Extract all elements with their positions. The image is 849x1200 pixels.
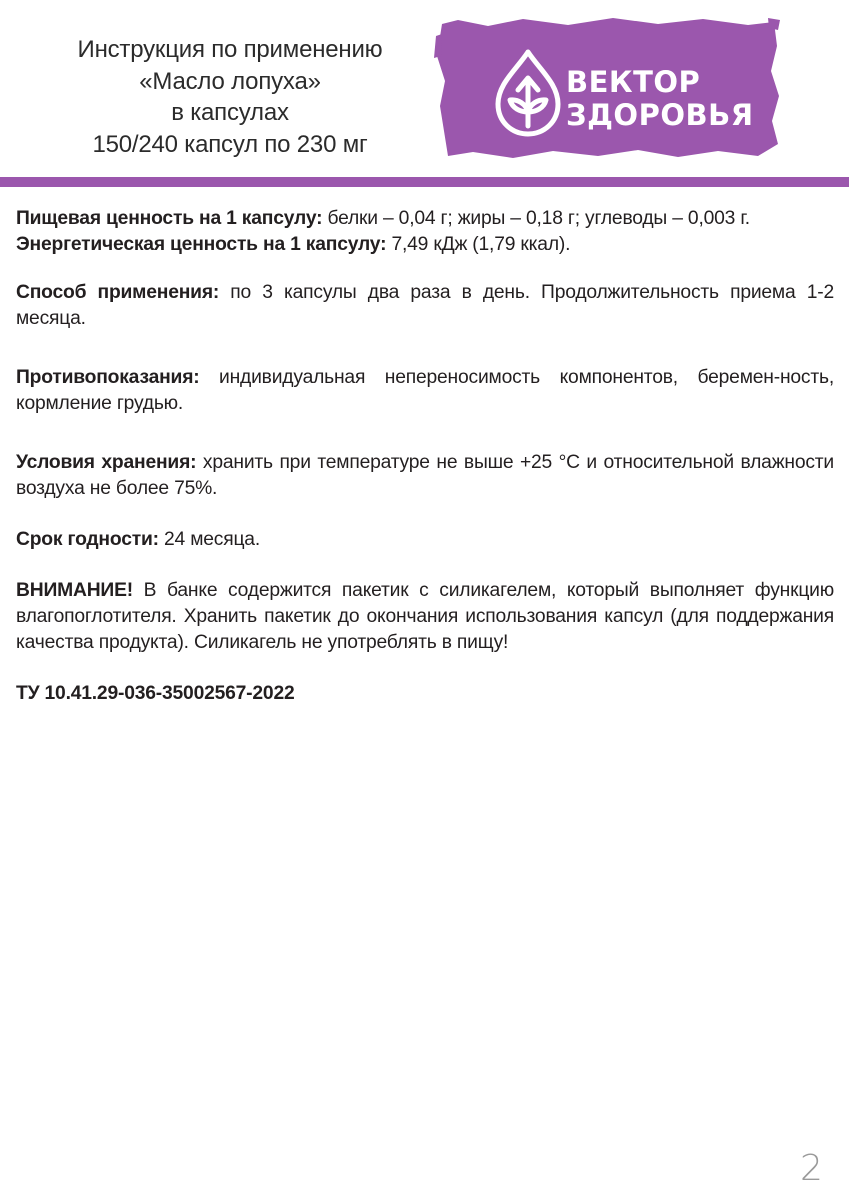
brand-line: ЗДОРОВЬЯ xyxy=(566,98,754,132)
nutrition-label: Пищевая ценность на 1 капсулу: xyxy=(16,208,323,229)
shelf-life-label: Срок годности: xyxy=(16,529,159,550)
page-number: 2 xyxy=(800,1148,823,1189)
usage-text: по 3 капсулы два раза в день. Продолжительность приема 1-2 месяца. xyxy=(16,282,834,329)
document-title xyxy=(40,34,420,160)
shelf-life-text: 24 месяца. xyxy=(158,529,260,550)
brand-line: ВЕКТОР xyxy=(566,65,701,99)
nutrition-paragraph xyxy=(16,206,834,232)
energy-label: Энергетическая ценность на 1 капсулу: xyxy=(16,234,387,255)
title-line: в капсулах xyxy=(171,99,289,126)
contraindications-paragraph xyxy=(16,365,834,417)
instructions-body xyxy=(16,206,834,707)
warning-paragraph xyxy=(16,578,834,656)
warning-text: В банке содержится пакетик с силикагелем, который выполняет функцию влагопоглотителя. Хранить пакетик до окончания использования капсул (для поддержания качества продукта). Силикагель не употреблять в пищу! xyxy=(16,580,834,653)
title-line: 150/240 капсул по 230 мг xyxy=(92,130,368,158)
warning-label: ВНИМАНИЕ! xyxy=(16,580,133,601)
standard-label: ТУ 10.41.29-036-35002567-2022 xyxy=(16,683,295,704)
contraindications-label: Противопоказания: xyxy=(16,367,200,388)
storage-paragraph xyxy=(16,450,834,502)
energy-paragraph xyxy=(16,232,834,258)
title-line: Инструкция по применению xyxy=(77,36,383,63)
brand-logo xyxy=(428,16,784,162)
nutrition-text: белки – 0,04 г; жиры – 0,18 г; углеводы – 0,003 г. xyxy=(322,208,750,229)
brand-name xyxy=(566,66,754,132)
storage-label: Условия хранения: xyxy=(16,452,197,473)
usage-label: Способ применения: xyxy=(16,282,220,303)
header-divider xyxy=(0,177,849,187)
energy-text: 7,49 кДж (1,79 ккал). xyxy=(386,234,571,255)
shelf-life-paragraph xyxy=(16,527,834,553)
contraindications-text: индивидуальная непереносимость компонентов, беремен-ность, кормление грудью. xyxy=(16,367,834,414)
storage-text: хранить при температуре не выше +25 °С и относительной влажности воздуха не более 75%. xyxy=(16,452,835,499)
standard-paragraph xyxy=(16,681,834,707)
usage-paragraph xyxy=(16,280,834,332)
title-line: «Масло лопуха» xyxy=(139,67,321,95)
